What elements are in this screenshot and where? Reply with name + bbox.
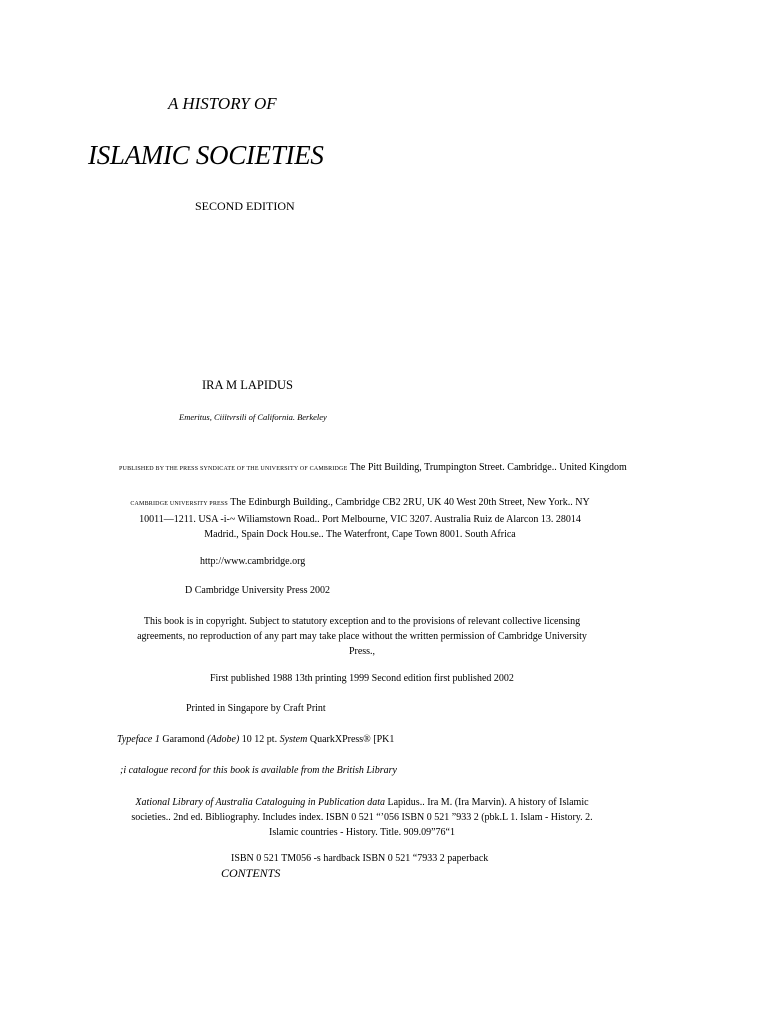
typeface-font: Garamond <box>162 734 205 745</box>
system-label: System <box>279 734 308 745</box>
press-address-line <box>120 495 600 512</box>
nla-line2: societies.. 2nd ed. Bibliography. Includes index. ISBN 0 521 “’056 ISBN 0 521 ”933 2 (pbk.L 1. Islam - History. 2. <box>131 812 593 823</box>
press-address-line3: Madrid., Spain Dock Hou.se.. The Waterfront, Cape Town 8001. South Africa <box>204 529 516 540</box>
nla-line1-text: Lapidus.. Ira M. (Ira Marvin). A history of Islamic <box>387 797 589 808</box>
copyright-notice-line2: agreements, no reproduction of any part may take place without the written permission of Cambridge University <box>137 631 587 642</box>
cip-record: ;i catalogue record for this book is available from the British Library <box>120 765 397 776</box>
copyright-line: D Cambridge University Press 2002 <box>185 585 330 596</box>
pre-title: A HISTORY OF <box>168 94 277 113</box>
typeface-size: 10 12 pt. <box>241 734 278 745</box>
nla-cataloguing <box>124 795 600 840</box>
nla-line3: Islamic countries - History. Title. 909.09”76“1 <box>269 827 455 838</box>
contents-heading: CONTENTS <box>221 866 281 880</box>
website-link[interactable]: http://www.cambridge.org <box>200 556 306 567</box>
publisher-address: The Pitt Building, Trumpington Street. Cambridge.. United Kingdom <box>349 462 627 473</box>
typeface-label: Typeface 1 <box>117 734 160 745</box>
publisher-line <box>119 462 627 473</box>
press-address-line1: The Edinburgh Building., Cambridge CB2 2RU, UK 40 West 20th Street, New York.. NY <box>230 497 590 508</box>
copyright-notice-line3: Press., <box>348 646 376 657</box>
nla-label: Xational Library of Australia Cataloguing in Publication data <box>135 797 385 808</box>
nla-line1 <box>124 795 600 810</box>
printed-in: Printed in Singapore by Craft Print <box>186 703 326 714</box>
printing-history: First published 1988 13th printing 1999 Second edition first published 2002 <box>210 673 514 684</box>
copyright-notice-line1: This book is in copyright. Subject to statutory exception and to the provisions of relevant collective licensing <box>143 616 581 627</box>
copyright-notice <box>128 614 596 659</box>
press-address-line2: 10011—1211. USA -i-~ Wiliamstown Road.. Port Melbourne, VIC 3207. Australia Ruiz de Alarcon 13. 28014 <box>139 514 581 525</box>
system-value: QuarkXPress® [PK1 <box>309 734 395 745</box>
edition-label: SECOND EDITION <box>195 199 295 213</box>
book-title: ISLAMIC SOCIETIES <box>88 140 324 170</box>
author-affiliation: Emeritus, Ciiïtvrsili of California. Berkeley <box>179 412 327 422</box>
typeface-line <box>117 734 394 745</box>
isbn-line: ISBN 0 521 TM056 -s hardback ISBN 0 521 “7933 2 paperback <box>231 853 489 864</box>
press-label: CAMBRIDGE UNIVERSITY PRESS <box>130 501 228 507</box>
typeface-maker: (Adobe) <box>207 734 240 745</box>
press-addresses <box>120 495 600 542</box>
publisher-label: PUBLISHED BY THE PRESS SYNDICATE OF THE UNIVERSITY OF CAMBRIDGE <box>119 466 348 472</box>
author-name: IRA M LAPIDUS <box>202 378 293 392</box>
